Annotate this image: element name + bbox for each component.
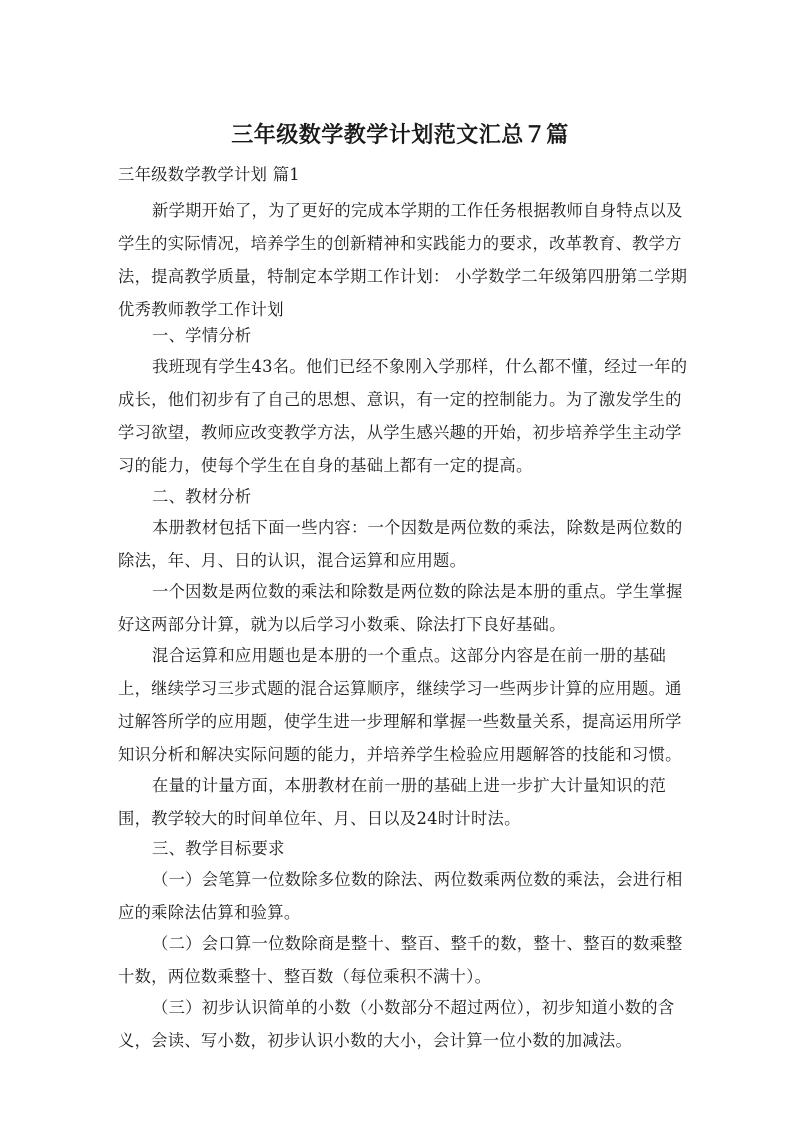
paragraph-line: 围，教学较大的时间单位年、月、日以及24时计时法。 [118, 809, 521, 828]
paragraph-line: 成长，他们初步有了自己的思想、意识，有一定的控制能力。为了激发学生的 [118, 390, 682, 409]
paragraph-line: （三）初步认识简单的小数（小数部分不超过两位），初步知道小数的含 [152, 998, 675, 1017]
paragraph-line: 学习欲望，教师应改变教学方法，从学生感兴趣的开始，初步培养学生主动学 [118, 423, 682, 442]
paragraph-line: 新学期开始了，为了更好的完成本学期的工作任务根据教师自身特点以及 [152, 201, 683, 220]
paragraph-line: 应的乘除法估算和验算。 [118, 903, 301, 922]
paragraph-line: 本册教材包括下面一些内容：一个因数是两位数的乘法，除数是两位数的 [152, 518, 683, 537]
paragraph-line: 习的能力，使每个学生在自身的基础上都有一定的提高。 [118, 456, 533, 475]
paragraph-line: 除法，年、月、日的认识，混合运算和应用题。 [118, 551, 467, 570]
paragraph-line: 在量的计量方面，本册教材在前一册的基础上进一步扩大计量知识的范 [152, 776, 667, 795]
paragraph-line: （一）会笔算一位数除多位数的除法、两位数乘两位数的乘法，会进行相 [152, 870, 683, 889]
section-heading: 三、教学目标要求 [152, 839, 285, 858]
paragraph-line: 义，会读、写小数，初步认识小数的大小，会计算一位小数的加减法。 [118, 1031, 633, 1050]
section-heading: 三年级数学教学计划 篇1 [118, 165, 300, 184]
section-heading: 二、教材分析 [152, 487, 252, 506]
paragraph-line: 法，提高教学质量，特制定本学期工作计划： 小学数学二年级第四册第二学期 [118, 267, 688, 286]
paragraph-line: 一个因数是两位数的乘法和除数是两位数的除法是本册的重点。学生掌握 [152, 582, 683, 601]
paragraph-line: 学生的实际情况，培养学生的创新精神和实践能力的要求，改革教育、教学方 [118, 234, 682, 253]
paragraph-line: 混合运算和应用题也是本册的一个重点。这部分内容是在前一册的基础 [152, 646, 667, 665]
section-heading: 一、学情分析 [152, 326, 252, 345]
paragraph-line: （二）会口算一位数除商是整十、整百、整千的数，整十、整百的数乘整 [152, 934, 683, 953]
paragraph-line: 知识分析和解决实际问题的能力，并培养学生检验应用题解答的技能和习惯。 [118, 745, 682, 764]
paragraph-line: 十数，两位数乘整十、整百数（每位乘积不满十）。 [118, 967, 492, 986]
paragraph-line: 我班现有学生43名。他们已经不象刚入学那样，什么都不懂，经过一年的 [152, 357, 688, 376]
paragraph-line: 过解答所学的应用题，使学生进一步理解和掌握一些数量关系，提高运用所学 [118, 712, 682, 731]
paragraph-line: 优秀教师教学工作计划 [118, 300, 284, 319]
paragraph-line: 好这两部分计算，就为以后学习小数乘、除法打下良好基础。 [118, 615, 566, 634]
paragraph-line: 上，继续学习三步式题的混合运算顺序，继续学习一些两步计算的应用题。通 [118, 679, 682, 698]
document-title: 三年级数学教学计划范文汇总７篇 [231, 123, 569, 148]
